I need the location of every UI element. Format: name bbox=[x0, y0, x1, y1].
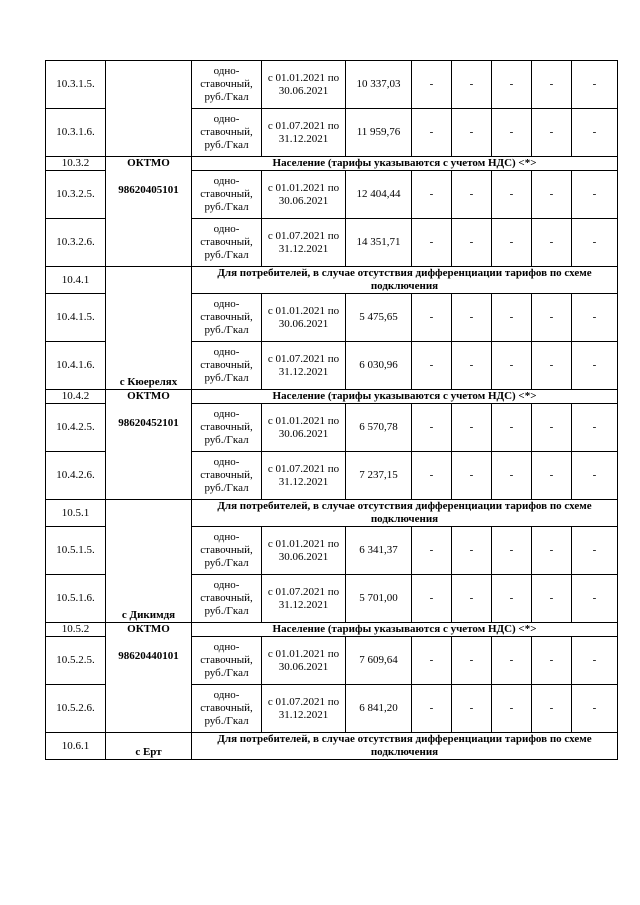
tariff-period: с 01.07.2021 по 31.12.2021 bbox=[262, 219, 346, 267]
tariff-type: одно-ставочный, руб./Гкал bbox=[192, 685, 262, 733]
row-code: 10.5.1 bbox=[46, 500, 106, 527]
section-header-row bbox=[46, 157, 618, 171]
group-cell-4 bbox=[106, 733, 192, 760]
dash-cell: - bbox=[412, 637, 452, 685]
tariff-period: с 01.07.2021 по 31.12.2021 bbox=[262, 575, 346, 623]
tariff-period: с 01.07.2021 по 31.12.2021 bbox=[262, 109, 346, 157]
dash-cell: - bbox=[452, 527, 492, 575]
dash-cell: - bbox=[452, 685, 492, 733]
dash-cell: - bbox=[412, 61, 452, 109]
tariff-period: с 01.01.2021 по 30.06.2021 bbox=[262, 527, 346, 575]
tariff-period: с 01.07.2021 по 31.12.2021 bbox=[262, 452, 346, 500]
dash-cell: - bbox=[572, 575, 618, 623]
dash-cell: - bbox=[532, 171, 572, 219]
table-row bbox=[46, 61, 618, 109]
row-code: 10.4.2 bbox=[46, 390, 106, 404]
tariff-type: одно-ставочный, руб./Гкал bbox=[192, 575, 262, 623]
dash-cell: - bbox=[532, 404, 572, 452]
oktmo-label: ОКТМО bbox=[127, 623, 170, 635]
tariff-table bbox=[45, 60, 618, 760]
tariff-type: одно-ставочный, руб./Гкал bbox=[192, 342, 262, 390]
dash-cell: - bbox=[492, 527, 532, 575]
dash-cell: - bbox=[412, 109, 452, 157]
dash-cell: - bbox=[532, 219, 572, 267]
tariff-value: 5 701,00 bbox=[346, 575, 412, 623]
tariff-type: одно-ставочный, руб./Гкал bbox=[192, 637, 262, 685]
group-cell-2-top bbox=[106, 267, 192, 390]
tariff-value: 6 841,20 bbox=[346, 685, 412, 733]
dash-cell: - bbox=[532, 109, 572, 157]
tariff-value: 6 570,78 bbox=[346, 404, 412, 452]
dash-cell: - bbox=[492, 171, 532, 219]
tariff-type: одно-ставочный, руб./Гкал bbox=[192, 171, 262, 219]
dash-cell: - bbox=[492, 685, 532, 733]
tariff-value: 6 030,96 bbox=[346, 342, 412, 390]
dash-cell: - bbox=[412, 342, 452, 390]
dash-cell: - bbox=[452, 404, 492, 452]
row-code: 10.3.2.6. bbox=[46, 219, 106, 267]
oktmo-code: 98620452101 bbox=[118, 417, 179, 429]
section-header: Население (тарифы указываются с учетом НДС) <*> bbox=[192, 390, 618, 404]
section-header-row bbox=[46, 733, 618, 760]
tariff-value: 5 475,65 bbox=[346, 294, 412, 342]
oktmo-code: 98620440101 bbox=[118, 650, 179, 662]
tariff-type: одно-ставочный, руб./Гкал bbox=[192, 61, 262, 109]
dash-cell: - bbox=[572, 527, 618, 575]
settlement-name: с Дикимдя bbox=[121, 609, 176, 621]
dash-cell: - bbox=[572, 219, 618, 267]
row-code: 10.4.1 bbox=[46, 267, 106, 294]
dash-cell: - bbox=[412, 294, 452, 342]
dash-cell: - bbox=[532, 452, 572, 500]
section-header: Для потребителей, в случае отсутствия дифференциации тарифов по схеме подключения bbox=[192, 500, 618, 527]
tariff-value: 12 404,44 bbox=[346, 171, 412, 219]
section-header-row bbox=[46, 623, 618, 637]
tariff-period: с 01.01.2021 по 30.06.2021 bbox=[262, 637, 346, 685]
tariff-value: 7 237,15 bbox=[346, 452, 412, 500]
group-cell-3-top bbox=[106, 500, 192, 623]
row-code: 10.5.1.6. bbox=[46, 575, 106, 623]
tariff-period: с 01.01.2021 по 30.06.2021 bbox=[262, 294, 346, 342]
dash-cell: - bbox=[452, 109, 492, 157]
dash-cell: - bbox=[412, 685, 452, 733]
tariff-period: с 01.07.2021 по 31.12.2021 bbox=[262, 342, 346, 390]
dash-cell: - bbox=[452, 575, 492, 623]
dash-cell: - bbox=[572, 61, 618, 109]
row-code: 10.3.2.5. bbox=[46, 171, 106, 219]
dash-cell: - bbox=[572, 685, 618, 733]
row-code: 10.4.2.6. bbox=[46, 452, 106, 500]
dash-cell: - bbox=[492, 294, 532, 342]
tariff-period: с 01.01.2021 по 30.06.2021 bbox=[262, 404, 346, 452]
tariff-period: с 01.01.2021 по 30.06.2021 bbox=[262, 61, 346, 109]
dash-cell: - bbox=[492, 637, 532, 685]
dash-cell: - bbox=[572, 637, 618, 685]
dash-cell: - bbox=[532, 637, 572, 685]
tariff-value: 11 959,76 bbox=[346, 109, 412, 157]
section-header-row bbox=[46, 267, 618, 294]
row-code: 10.5.2.6. bbox=[46, 685, 106, 733]
dash-cell: - bbox=[412, 527, 452, 575]
tariff-type: одно-ставочный, руб./Гкал bbox=[192, 219, 262, 267]
dash-cell: - bbox=[452, 171, 492, 219]
dash-cell: - bbox=[412, 575, 452, 623]
tariff-type: одно-ставочный, руб./Гкал bbox=[192, 294, 262, 342]
group-cell-3 bbox=[106, 623, 192, 733]
tariff-type: одно-ставочный, руб./Гкал bbox=[192, 527, 262, 575]
tariff-period: с 01.07.2021 по 31.12.2021 bbox=[262, 685, 346, 733]
oktmo-label: ОКТМО bbox=[127, 157, 170, 169]
section-header-row bbox=[46, 390, 618, 404]
row-code: 10.5.1.5. bbox=[46, 527, 106, 575]
row-code: 10.3.1.5. bbox=[46, 61, 106, 109]
section-header: Для потребителей, в случае отсутствия дифференциации тарифов по схеме подключения bbox=[192, 267, 618, 294]
dash-cell: - bbox=[492, 109, 532, 157]
dash-cell: - bbox=[492, 452, 532, 500]
group-cell-2 bbox=[106, 390, 192, 500]
dash-cell: - bbox=[572, 404, 618, 452]
section-header: Население (тарифы указываются с учетом НДС) <*> bbox=[192, 623, 618, 637]
tariff-type: одно-ставочный, руб./Гкал bbox=[192, 109, 262, 157]
dash-cell: - bbox=[532, 527, 572, 575]
section-header: Население (тарифы указываются с учетом НДС) <*> bbox=[192, 157, 618, 171]
row-code: 10.3.2 bbox=[46, 157, 106, 171]
dash-cell: - bbox=[412, 219, 452, 267]
tariff-document bbox=[45, 60, 617, 760]
dash-cell: - bbox=[452, 219, 492, 267]
tariff-value: 7 609,64 bbox=[346, 637, 412, 685]
dash-cell: - bbox=[532, 575, 572, 623]
dash-cell: - bbox=[492, 219, 532, 267]
dash-cell: - bbox=[452, 452, 492, 500]
tariff-type: одно-ставочный, руб./Гкал bbox=[192, 452, 262, 500]
oktmo-label: ОКТМО bbox=[127, 390, 170, 402]
dash-cell: - bbox=[572, 109, 618, 157]
dash-cell: - bbox=[452, 342, 492, 390]
dash-cell: - bbox=[452, 61, 492, 109]
dash-cell: - bbox=[412, 171, 452, 219]
dash-cell: - bbox=[572, 294, 618, 342]
dash-cell: - bbox=[492, 342, 532, 390]
dash-cell: - bbox=[572, 342, 618, 390]
settlement-name: с Кюерелях bbox=[119, 376, 178, 388]
dash-cell: - bbox=[532, 61, 572, 109]
row-code: 10.6.1 bbox=[46, 733, 106, 760]
dash-cell: - bbox=[492, 575, 532, 623]
dash-cell: - bbox=[532, 342, 572, 390]
dash-cell: - bbox=[492, 61, 532, 109]
row-code: 10.3.1.6. bbox=[46, 109, 106, 157]
dash-cell: - bbox=[492, 404, 532, 452]
dash-cell: - bbox=[452, 637, 492, 685]
row-code: 10.5.2.5. bbox=[46, 637, 106, 685]
tariff-value: 6 341,37 bbox=[346, 527, 412, 575]
oktmo-code: 98620405101 bbox=[118, 184, 179, 196]
dash-cell: - bbox=[452, 294, 492, 342]
dash-cell: - bbox=[572, 452, 618, 500]
row-code: 10.4.1.6. bbox=[46, 342, 106, 390]
tariff-value: 14 351,71 bbox=[346, 219, 412, 267]
section-header: Для потребителей, в случае отсутствия дифференциации тарифов по схеме подключения bbox=[192, 733, 618, 760]
section-header-row bbox=[46, 500, 618, 527]
group-cell-1 bbox=[106, 157, 192, 267]
tariff-type: одно-ставочный, руб./Гкал bbox=[192, 404, 262, 452]
dash-cell: - bbox=[532, 685, 572, 733]
dash-cell: - bbox=[412, 404, 452, 452]
row-code: 10.4.1.5. bbox=[46, 294, 106, 342]
row-code: 10.4.2.5. bbox=[46, 404, 106, 452]
dash-cell: - bbox=[412, 452, 452, 500]
row-code: 10.5.2 bbox=[46, 623, 106, 637]
dash-cell: - bbox=[572, 171, 618, 219]
tariff-period: с 01.01.2021 по 30.06.2021 bbox=[262, 171, 346, 219]
tariff-value: 10 337,03 bbox=[346, 61, 412, 109]
dash-cell: - bbox=[532, 294, 572, 342]
settlement-name: с Ерт bbox=[135, 746, 162, 758]
group-cell-1-top bbox=[106, 61, 192, 157]
